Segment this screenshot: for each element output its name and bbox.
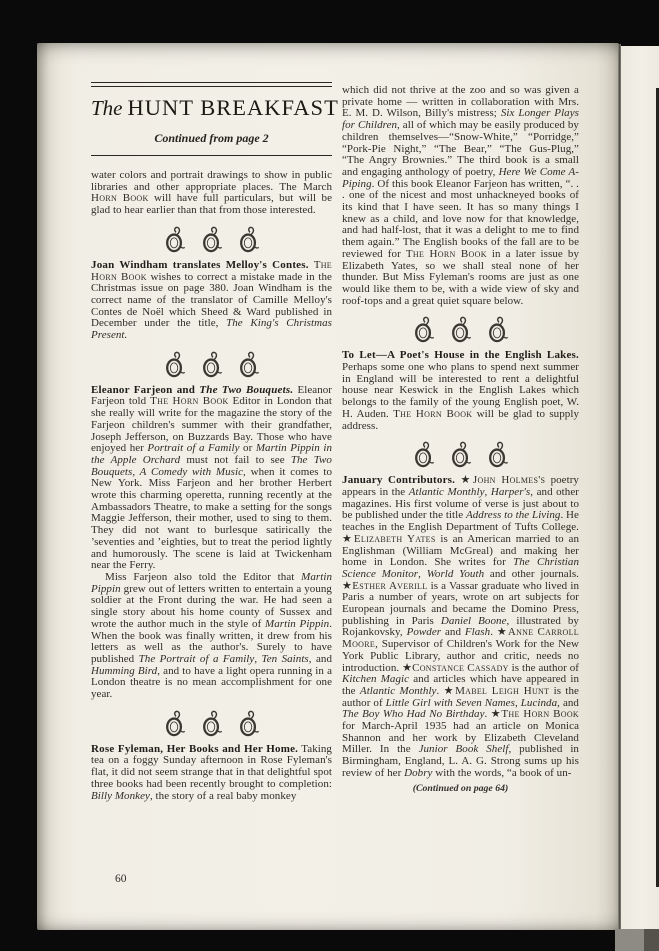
article-paragraph: which did not thrive at the zoo and so was given a private home — written in collaboration with Mrs. E. M. D. Wilson, Billy's mistress; Six Longer Plays for Children, all of which may be easily produced by children themselves—“Snow-White,” “Porridge,” “Pork-Pie Night,” “The Bear,” “The Gus-Plug,” “The Angry Brownies.” The third book is a small and engaging anthology of poetry, Here We Come A-Piping. Of this book Eleanor Farjeon has written, “. . . one of the nicest and most unhackneyed books of its kind that I have seen. It has so many things I knew as a child, and love now for that knowledge, and had half-lost, that it was a delight to me to find them again.” The English books of the fall are to be reviewed for The Horn Book in a later issue by Elizabeth Yates, so we shall steal none of her thunder. But Miss Fyleman's rooms are just as one would like them to be, with a wide view of sky and roof-tops and a great quiet square below. bbox=[342, 84, 579, 307]
section-body: Eleanor Farjeon told The Horn Book Editor in London that she really will write for the magazine the story of the Farjeon children's summer with their grandfather, Joseph Jefferson, on Buzzards Bay. Those who have enjoyed her Portrait of a Family or Martin Pippin in the Apple Orchard must not fail to see The Two Bouquets, A Comedy with Music, when it comes to New York. Miss Farjeon and her brother Herbert wrote this charming operetta, running recently at the Ambassadors Theatre, to make a setting for the songs Maggie Jefferson, their mother, used to sing to them. They did not want to burlesque satirically the ’seventies and ’eighties, but to treat the period lightly and humorously. The scene is laid at Twickenham near the Ferry. bbox=[91, 383, 333, 572]
scan-smudge bbox=[644, 929, 659, 951]
hunting-horn-icon bbox=[451, 316, 471, 343]
section-heading: Joan Windham translates Melloy's Contes. bbox=[91, 258, 309, 271]
section-heading: January Contributors. bbox=[342, 474, 456, 487]
page-number: 60 bbox=[115, 873, 127, 885]
section-heading: To Let—A Poet's House in the English Lakes. bbox=[342, 349, 579, 362]
article-title bbox=[91, 95, 339, 121]
hunting-horn-icon bbox=[239, 710, 259, 737]
ornament-divider bbox=[91, 701, 332, 744]
hunting-horn-icon bbox=[165, 710, 185, 737]
section-paragraph: Miss Farjeon also told the Editor that Martin Pippin grew out of letters written to entertain a young soldier at the Front during the war. He had seen a single story about his home county of Sussex and wrote the author much in the style of Martin Pippin. When the book was finally written, it drew from his letters as well as the author's. Surely to have published The Portrait of a Family, Ten Saints, and Humming Bird, and to have a light opera running in a London theatre is no mean accomplishment for one year. bbox=[91, 570, 333, 701]
article-title-main: HUNT BREAKFAST bbox=[127, 95, 339, 120]
continued-note: (Continued on page 64) bbox=[412, 782, 509, 794]
hunting-horn-icon bbox=[202, 351, 222, 378]
section-paragraph bbox=[342, 350, 579, 432]
hunting-horn-icon bbox=[414, 316, 434, 343]
section-paragraph bbox=[91, 744, 332, 803]
scan-smudge bbox=[615, 929, 644, 951]
section-heading: Eleanor Farjeon and The Two Bouquets. bbox=[91, 383, 294, 396]
hunting-horn-icon bbox=[488, 441, 508, 468]
decorative-rule bbox=[91, 82, 332, 87]
ornament-divider bbox=[342, 432, 579, 475]
article-title-the: The bbox=[91, 96, 123, 120]
section-body: ★John Holmes's poetry appears in the Atlantic Monthly, Harper's, and other magazines. His first volume of verse is just about to be published under the title Address to the Living. He teaches in the English Department of Tufts College. ★Elizabeth Yates is an American married to an Englishman (William McGreal) and making her home in London. She writes for The Christian Science Monitor, World Youth and other journals. ★Esther Averill is a Vassar graduate who lived in Paris a number of years, wrote on art subjects for European journals and became the Domino Press, publishing in Paris Daniel Boone, illustrated by Rojankovsky, Powder and Flash. ★Anne Carroll Moore, Supervisor of Children's Work for the New York Public Library, author and critic, needs no introduction. ★Constance Cassady is the author of Kitchen Magic and articles which have appeared in the Atlantic Monthly. ★Mabel Leigh Hunt is the author of Little Girl with Seven Names, Lucinda, and The Boy Who Had No Birthday. ★The Horn Book for March-April 1935 had an article on Monica Shannon and her work by Elizabeth Cleveland Miller. In the Junior Book Shelf, published in Birmingham, England, L. A. G. Strong sums up his review of her Dobry with the words, “a book of un- bbox=[342, 474, 580, 779]
hunting-horn-icon bbox=[414, 441, 434, 468]
hunting-horn-icon bbox=[451, 441, 471, 468]
section-paragraph bbox=[342, 475, 579, 779]
section-heading: Rose Fyleman, Her Books and Her Home. bbox=[91, 742, 299, 755]
hunting-horn-icon bbox=[239, 226, 259, 253]
hunting-horn-icon bbox=[202, 226, 222, 253]
magazine-page bbox=[37, 43, 619, 930]
facing-page-edge bbox=[621, 46, 659, 929]
section-body: The Horn Book wishes to correct a mistake made in the Christmas issue on page 380. Joan Windham is the correct name of the translator of Camille Melloy's Contes de Noël which Sheed & Ward published in December under the title, The King's Christmas Present. bbox=[91, 258, 332, 342]
hunting-horn-icon bbox=[165, 351, 185, 378]
section-body: Perhaps some one who plans to spend next summer in England will be interested to rent a delightful house near Keswick in the English Lakes which belongs to the family of the young English poet, W. H. Auden. The Horn Book will be glad to supply address. bbox=[342, 361, 579, 432]
hunting-horn-icon bbox=[239, 351, 259, 378]
ornament-divider bbox=[342, 307, 579, 350]
section-paragraph bbox=[91, 260, 332, 342]
hunting-horn-icon bbox=[165, 226, 185, 253]
decorative-rule bbox=[91, 155, 332, 156]
article-paragraph: water colors and portrait drawings to show in public libraries and other appropriate places. The March Horn Book will have full particulars, but will be glad to hear earlier than that from those interested. bbox=[91, 169, 332, 217]
hunting-horn-icon bbox=[202, 710, 222, 737]
section-body: Taking tea on a foggy Sunday afternoon in Rose Fyleman's flat, it did not seem strange that in that delightful spot three books had been recently brought to completion: Billy Monkey, the story of a real baby monkey bbox=[91, 742, 332, 802]
section-paragraph bbox=[91, 385, 332, 572]
right-column bbox=[342, 85, 579, 794]
continued-from-note: Continued from page 2 bbox=[154, 131, 269, 145]
article-header bbox=[91, 82, 339, 156]
ornament-divider bbox=[91, 217, 332, 260]
hunting-horn-icon bbox=[488, 316, 508, 343]
left-column bbox=[91, 82, 339, 802]
ornament-divider bbox=[91, 342, 332, 385]
